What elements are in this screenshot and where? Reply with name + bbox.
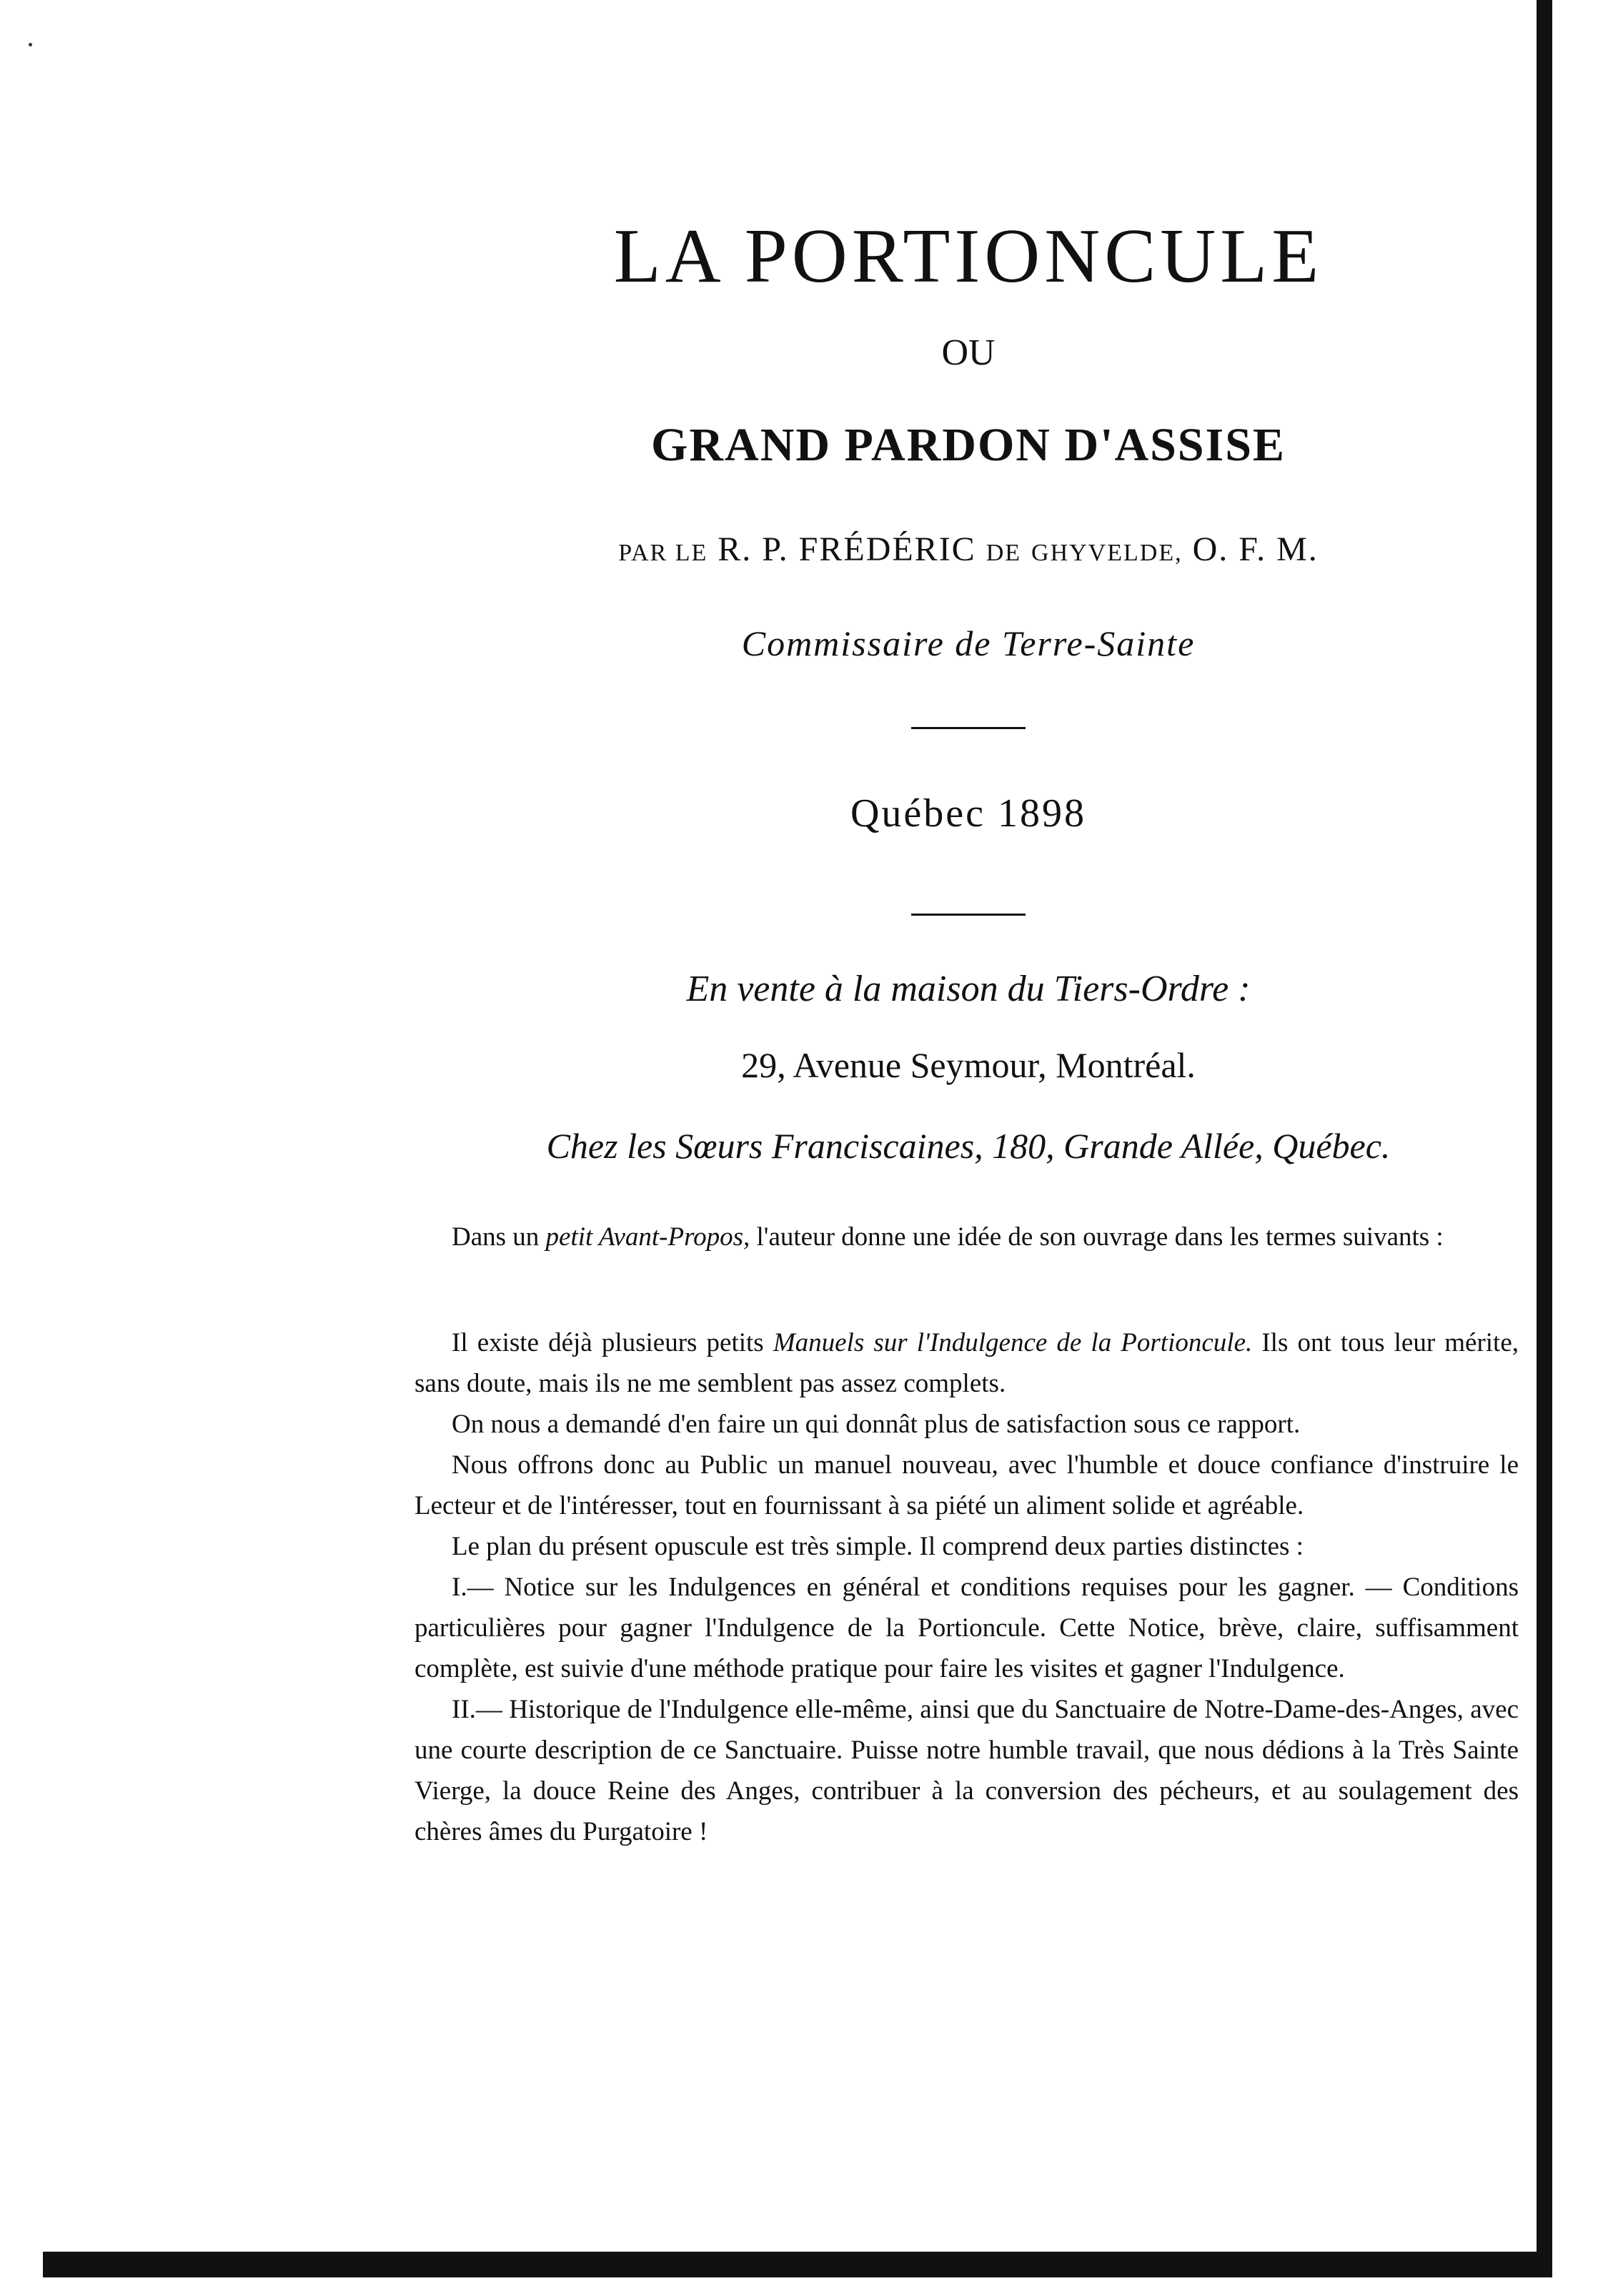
foreword-text <box>415 1322 1519 1852</box>
foreword-paragraph-2: On nous a demandé d'en faire un qui donnât plus de satisfaction sous ce rapport. <box>452 1410 1301 1439</box>
foreword-paragraph-5: I.— Notice sur les Indulgences en général et conditions requises pour les gagner. — Conditions particulières pour gagner l'Indulgence de la Portioncule. Cette Notice, brève, claire, suffisamment complète, est suivie d'une méthode pratique pour faire les visites et gagner l'Indulgence. <box>415 1573 1519 1683</box>
place-date: Québec 1898 <box>850 791 1086 836</box>
scan-speck <box>29 43 32 46</box>
book-title: LA PORTIONCULE <box>613 214 1324 299</box>
foreword-paragraph-1 <box>415 1322 1519 1404</box>
address-quebec: Chez les Sœurs Franciscaines, 180, Grande Allée, Québec. <box>546 1126 1391 1166</box>
para1-after: Ils ont tous leur mérite, sans doute, mais ils ne me semblent pas assez complets. <box>415 1328 1519 1398</box>
foreword-paragraph-4: Le plan du présent opuscule est très simple. Il comprend deux parties distinctes : <box>452 1532 1304 1561</box>
book-subtitle: GRAND PARDON D'ASSISE <box>651 419 1286 471</box>
author-de: DE <box>986 540 1022 566</box>
author-place: GHYVELDE, <box>1031 540 1183 566</box>
separator-rule-1 <box>911 727 1026 729</box>
intro-emphasis: petit Avant-Propos, <box>545 1222 750 1252</box>
foreword-paragraph-3: Nous offrons donc au Public un manuel nouveau, avec l'humble et douce confiance d'instruire le Lecteur et de l'intéresser, tout en fournissant à sa piété un aliment solide et agréable. <box>415 1450 1519 1520</box>
sale-notice: En vente à la maison du Tiers-Ordre : <box>686 969 1251 1009</box>
bottom-border-rule <box>43 2252 1552 2277</box>
foreword-paragraph-6: II.— Historique de l'Indulgence elle-même, ainsi que du Sanctuaire de Notre-Dame-des-Anges, avec une courte description de ce Sanctuaire. Puisse notre humble travail, que nous dédions à la Très Sainte Vierge, la douce Reine des Anges, contribuer à la conversion des pécheurs, et au soulagement des chères âmes du Purgatoire ! <box>415 1695 1519 1846</box>
para1-emphasis: Manuels sur l'Indulgence de la Portioncule. <box>773 1328 1253 1357</box>
separator-rule-2 <box>911 914 1026 916</box>
right-border-rule <box>1537 0 1552 2266</box>
intro-before: Dans un <box>452 1222 540 1252</box>
author-line <box>400 530 1537 568</box>
author-order: O. F. M. <box>1192 530 1319 568</box>
intro-after: l'auteur donne une idée de son ouvrage dans les termes suivants : <box>756 1222 1444 1252</box>
para1-before: Il existe déjà plusieurs petits <box>452 1328 764 1357</box>
author-prefix: PAR LE <box>618 540 708 566</box>
author-role: Commissaire de Terre-Sainte <box>741 623 1196 663</box>
intro-paragraph <box>415 1217 1519 1257</box>
address-montreal: 29, Avenue Seymour, Montréal. <box>741 1045 1196 1085</box>
title-conjunction: OU <box>941 332 996 373</box>
author-name: R. P. FRÉDÉRIC <box>718 530 976 568</box>
